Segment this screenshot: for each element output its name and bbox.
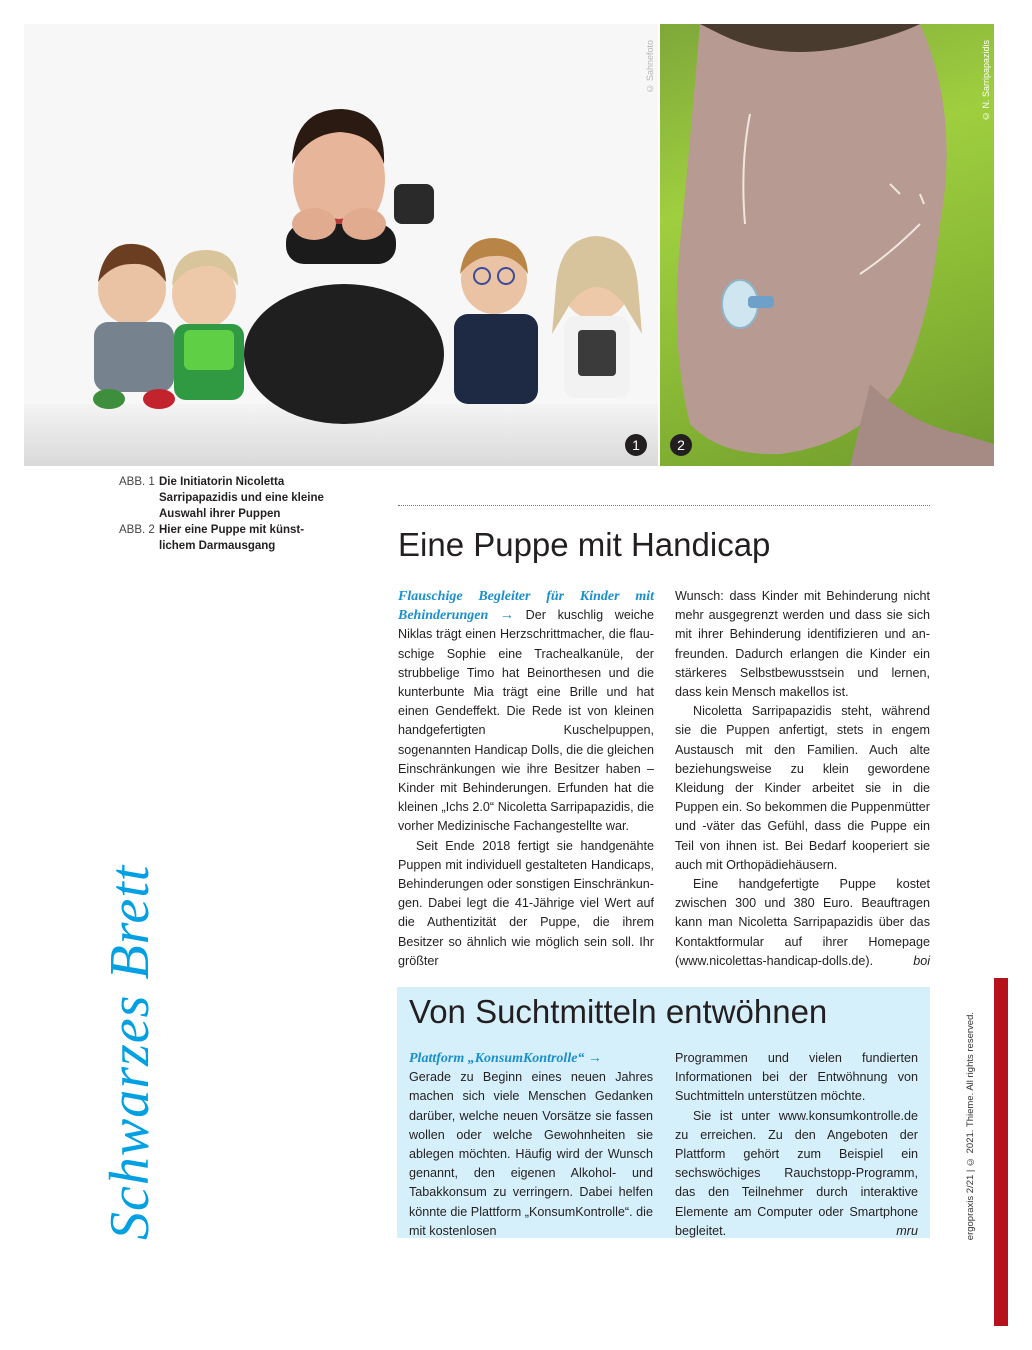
article2-column-2 [675, 1049, 918, 1241]
photo1-credit: © Sahnefoto [645, 40, 655, 94]
copyright-notice: ergopraxis 2/21 | © 2021. Thieme. All rights reserved. [965, 1012, 976, 1241]
figure-marker-1: 1 [625, 434, 647, 456]
article1-paragraph: Wunsch: dass Kinder mit Behinderung nicht mehr ausgegrenzt werden und dass sie sich mit ihrer Behinderung identifizieren und anfreunden. Dadurch erlangen die Kinder ein stärkeres Selbstbewusstsein und lernen, dass kein Mensch makellos ist. [675, 589, 930, 700]
article-text: Eine handgefertigte Puppe kostet zwischen 300 und 380 Euro. Beauftragen kann man Nicoletta Sarripapazidis über das Kontaktformular auf ihrer Homepage (www.nicolettas-handicap-dolls.de). [675, 877, 930, 968]
photo-initiator-with-dolls [24, 24, 658, 466]
caption-label: ABB. 1 [119, 476, 155, 488]
article2-paragraph: Programmen und vielen fundierten Informationen bei der Entwöhnung von Suchtmitteln unterstützen möchte. [675, 1051, 918, 1104]
photo2-illustration [660, 24, 994, 466]
section-title: Schwarzes Brett [99, 864, 161, 1240]
article1-paragraph [398, 587, 654, 837]
article1-paragraph: Nicoletta Sarripapazidis steht, während sie die Puppen anfertigt, stets in engem Austausch mit den Familien. Auch alte beziehungsweise zu klein gewordene Kleidung der Kinder arbeitet sie in die Puppen ein. So bekommen die Puppenmütter und -väter das Gefühl, dass die Puppe ein Teil von ihnen ist. Bei Bedarf kooperiert sie auch mit Orthopädiehäusern. [675, 704, 930, 872]
article2-column-1 [409, 1049, 653, 1241]
author-signature: mru [896, 1223, 918, 1238]
dotted-separator [398, 505, 930, 506]
caption-text: Die Initiatorin Nicoletta Sarripapazidis und eine kleine Auswahl ihrer Puppen [159, 476, 324, 520]
article1-column-1 [398, 587, 654, 971]
photo-doll-stoma [660, 24, 994, 466]
photo2-credit: © N. Sarripapazidis [981, 40, 991, 122]
article2-paragraph [675, 1107, 918, 1241]
article-lead: Flauschige Begleiter für Kinder mit Behinderungen → [398, 589, 654, 624]
article-text: Sie ist unter www.konsumkontrolle.de zu erreichen. Zu den Angeboten der Plattform gehört zum Beispiel ein sechswöchiges Rauchstopp-Programm, das den Teilnehmer durch interaktive Elemente am Computer oder Smartphone begleitet. [675, 1108, 918, 1238]
photo-illustration [24, 24, 658, 466]
caption-text: Hier eine Puppe mit künst-lichem Darmausgang [159, 524, 305, 552]
article1-paragraph: Seit Ende 2018 fertigt sie handgenähte Puppen mit individuell gestalteten Handicaps, Behinderungen oder sonstigen Einschränkungen. Dabei legt die 41-Jährige viel Wert auf die Authentizität der Puppe, die ihrem Besitzer so ähnlich wie möglich sein soll. Ihr größter [398, 838, 654, 968]
article-text: Gerade zu Beginn eines neuen Jahres machen sich viele Menschen Gedanken darüber, welche neuen Vorsätze sie fassen wollen oder welche Gewohnheiten sie ablegen möchten. Häufig wird der Wunsch genannt, den eigenen Alkohol- und Tabakkonsum zu verringern. Dabei helfen könnte die Plattform „KonsumKontrolle“. die mit kostenlosen [409, 1070, 653, 1238]
article-lead: Plattform „KonsumKontrolle“ → [409, 1051, 602, 1066]
article1-column-2 [675, 587, 930, 971]
article2-paragraph [409, 1049, 653, 1241]
author-signature: boi [913, 953, 930, 968]
figure-marker-2: 2 [670, 434, 692, 456]
article1-paragraph [675, 875, 930, 971]
box-title: Von Suchtmitteln entwöhnen [409, 993, 828, 1030]
article-title: Eine Puppe mit Handicap [398, 526, 771, 563]
article-text: Der kuschlig weiche Niklas trägt einen Herzschrittmacher, die flauschige Sophie eine Trachealkanüle, der strubbelige Timo hat Beinorthesen und die kunterbunte Mia trägt eine Brille und hat einen Gendeffekt. Die Rede ist von kleinen handgefertigten Kuschelpuppen, sogenannten Handicap Dolls, die die gleichen Einschränkungen wie ihre Besitzer haben – Kinder mit Behinderungen. Erfunden hat die kleinen „Ichs 2.0“ Nicoletta Sarripapazidis, die vorher Medizinische Fachangestellte war. [398, 608, 654, 834]
caption-label: ABB. 2 [119, 524, 155, 536]
red-margin-bar [994, 978, 1008, 1326]
